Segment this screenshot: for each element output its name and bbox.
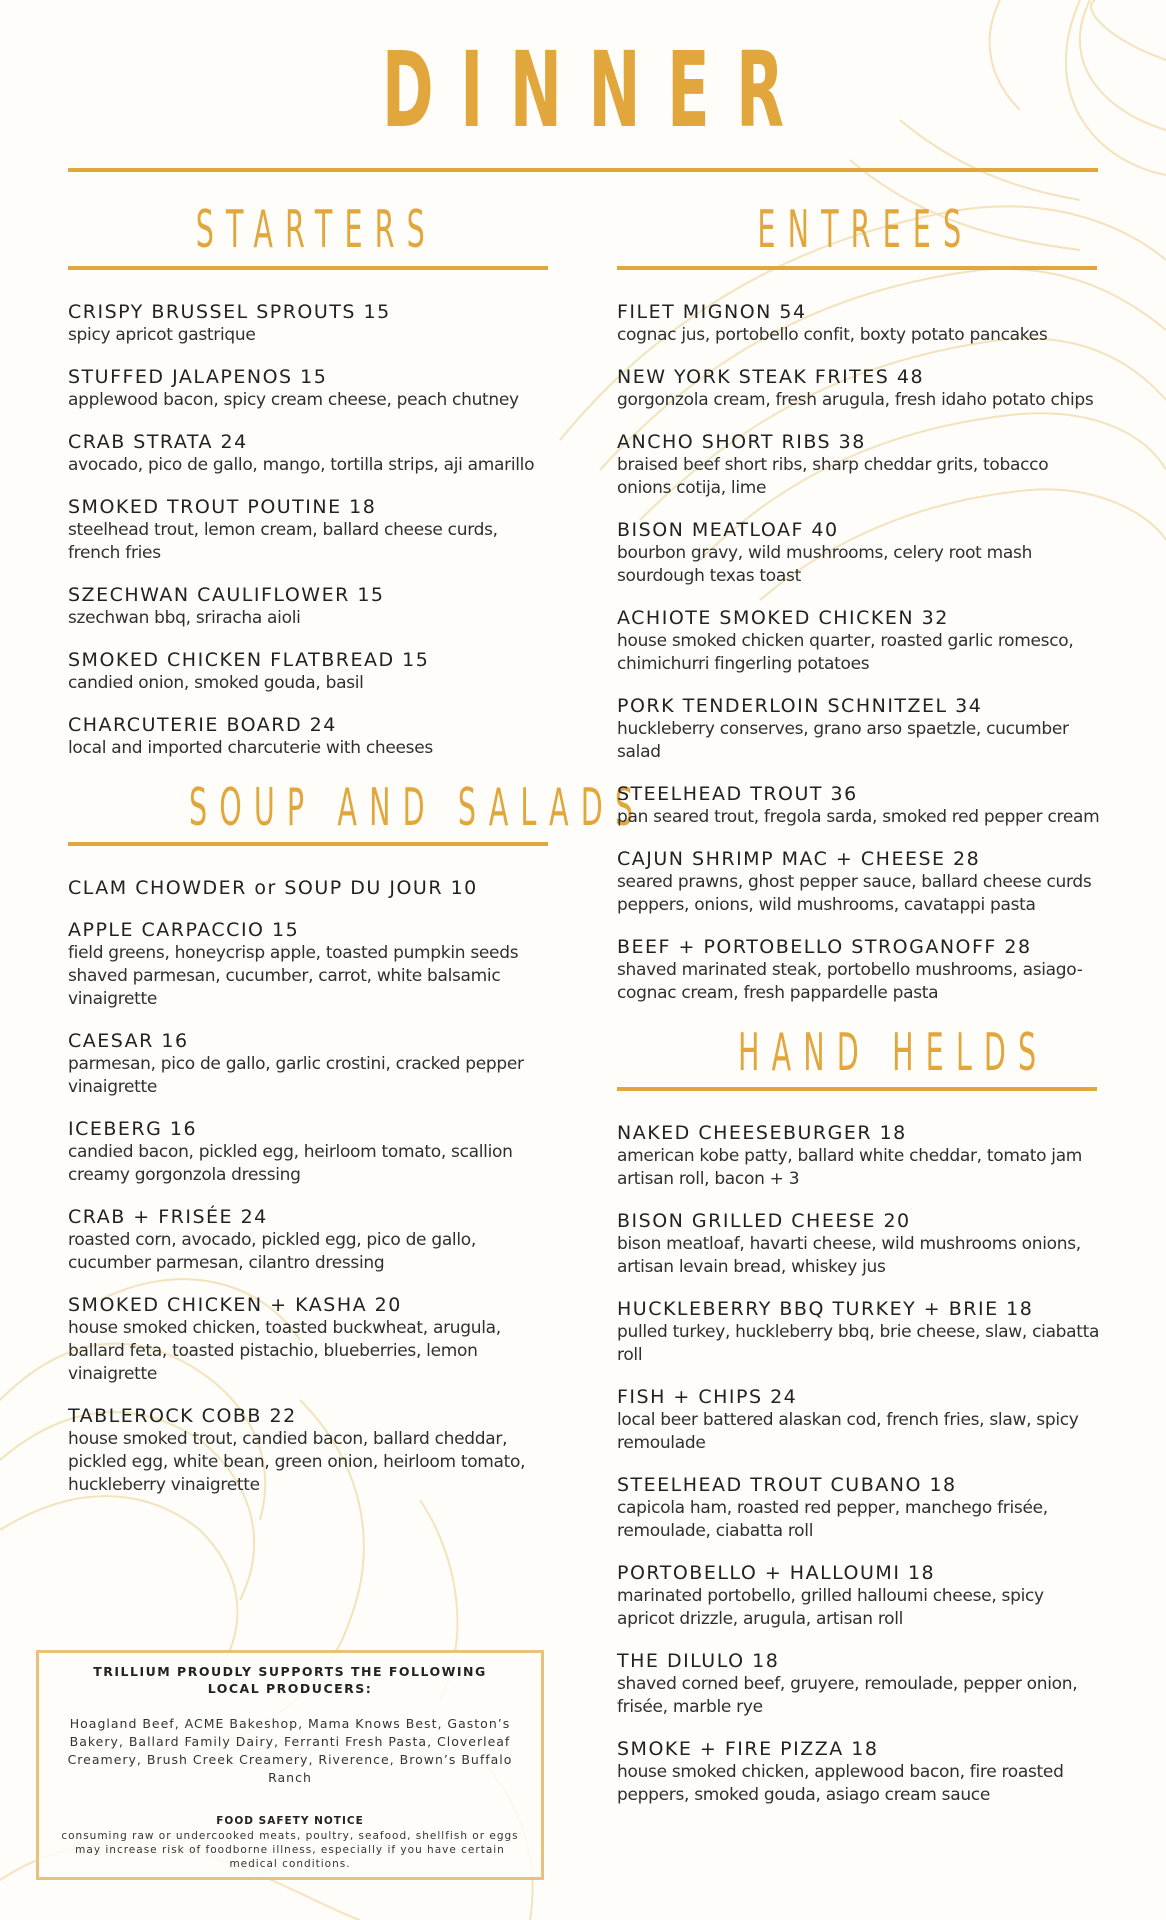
menu-item: [68, 365, 553, 412]
item-description: marinated portobello, grilled halloumi cheese, spicy apricot drizzle, arugula, artisan roll: [617, 1586, 1044, 1629]
menu-item: [68, 495, 553, 565]
starters-heading: STARTERS: [195, 200, 437, 260]
page-title: DINNER: [381, 29, 811, 151]
item-name: TABLEROCK COBB 22: [68, 1405, 297, 1427]
item-description: steelhead trout, lemon cream, ballard cheese curds, french fries: [68, 520, 498, 563]
chowder-item: [68, 876, 553, 900]
item-name: SMOKE + FIRE PIZZA 18: [617, 1738, 879, 1760]
item-description: roasted corn, avocado, pickled egg, pico de gallo, cucumber parmesan, cilantro dressing: [68, 1230, 476, 1273]
title-divider: [68, 168, 1098, 172]
soups-divider: [68, 842, 548, 846]
menu-item: [617, 365, 1102, 412]
menu-item: [68, 713, 553, 760]
item-description: applewood bacon, spicy cream cheese, peach chutney: [68, 390, 519, 410]
menu-item: [68, 430, 553, 477]
item-description: huckleberry conserves, grano arso spaetzle, cucumber salad: [617, 719, 1069, 762]
entrees-list: [617, 300, 1102, 1005]
item-name: FILET MIGNON 54: [617, 301, 807, 323]
handhelds-list: [617, 1121, 1102, 1807]
item-name: BISON GRILLED CHEESE 20: [617, 1210, 911, 1232]
menu-item: [617, 606, 1102, 676]
item-name: ICEBERG 16: [68, 1118, 198, 1140]
item-name: CLAM CHOWDER or SOUP DU JOUR 10: [68, 877, 478, 899]
menu-item: [68, 648, 553, 695]
item-description: house smoked chicken, toasted buckwheat, arugula, ballard feta, toasted pistachio, blueberries, lemon vinaigrette: [68, 1318, 501, 1384]
item-description: shaved marinated steak, portobello mushrooms, asiago-cognac cream, fresh pappardelle pasta: [617, 960, 1083, 1003]
item-description: american kobe patty, ballard white cheddar, tomato jam artisan roll, bacon + 3: [617, 1146, 1083, 1189]
menu-item: [617, 847, 1102, 917]
menu-item: [68, 1205, 553, 1275]
item-name: SZECHWAN CAULIFLOWER 15: [68, 584, 385, 606]
menu-item: [68, 1404, 553, 1497]
food-safety-notice: consuming raw or undercooked meats, poultry, seafood, shellfish or eggs may increase risk of foodborne illness, especially if you have certain medical conditions.: [61, 1830, 519, 1870]
item-name: CAJUN SHRIMP MAC + CHEESE 28: [617, 848, 981, 870]
item-name: ANCHO SHORT RIBS 38: [617, 431, 866, 453]
menu-item: [617, 1473, 1102, 1543]
starters-list: [68, 300, 553, 760]
item-name: NAKED CHEESEBURGER 18: [617, 1122, 907, 1144]
item-description: local and imported charcuterie with cheeses: [68, 738, 433, 758]
item-name: SMOKED CHICKEN + KASHA 20: [68, 1294, 402, 1316]
item-name: STUFFED JALAPENOS 15: [68, 366, 328, 388]
handhelds-divider: [617, 1087, 1097, 1091]
item-description: bourbon gravy, wild mushrooms, celery root mash sourdough texas toast: [617, 543, 1033, 586]
starters-divider: [68, 266, 548, 270]
item-name: STEELHEAD TROUT CUBANO 18: [617, 1474, 957, 1496]
item-description: candied bacon, pickled egg, heirloom tomato, scallion creamy gorgonzola dressing: [68, 1142, 513, 1185]
menu-item: [617, 1209, 1102, 1279]
handhelds-heading: HAND HELDS: [738, 1023, 1049, 1083]
menu-item: [68, 918, 553, 1011]
item-description: field greens, honeycrisp apple, toasted pumpkin seeds shaved parmesan, cucumber, carrot, white balsamic vinaigrette: [68, 943, 519, 1009]
item-name: THE DILULO 18: [617, 1650, 780, 1672]
item-description: house smoked trout, candied bacon, ballard cheddar, pickled egg, white bean, green onion, heirloom tomato, huckleberry vinaigrette: [68, 1429, 526, 1495]
item-name: APPLE CARPACCIO 15: [68, 919, 300, 941]
item-name: CAESAR 16: [68, 1030, 189, 1052]
item-name: FISH + CHIPS 24: [617, 1386, 798, 1408]
menu-item: [617, 518, 1102, 588]
item-description: gorgonzola cream, fresh arugula, fresh idaho potato chips: [617, 390, 1094, 410]
menu-item: [617, 935, 1102, 1005]
menu-item: [68, 583, 553, 630]
menu-item: [617, 1649, 1102, 1719]
item-description: parmesan, pico de gallo, garlic crostini, cracked pepper vinaigrette: [68, 1054, 524, 1097]
item-description: house smoked chicken quarter, roasted garlic romesco, chimichurri fingerling potatoes: [617, 631, 1074, 674]
soups-list: [68, 918, 553, 1497]
item-name: CHARCUTERIE BOARD 24: [68, 714, 337, 736]
entrees-divider: [617, 266, 1097, 270]
item-description: cognac jus, portobello confit, boxty potato pancakes: [617, 325, 1048, 345]
item-description: bison meatloaf, havarti cheese, wild mushrooms onions, artisan levain bread, whiskey jus: [617, 1234, 1081, 1277]
item-name: HUCKLEBERRY BBQ TURKEY + BRIE 18: [617, 1298, 1034, 1320]
item-name: ACHIOTE SMOKED CHICKEN 32: [617, 607, 949, 629]
item-name: BISON MEATLOAF 40: [617, 519, 839, 541]
producers-box: [36, 1650, 544, 1880]
entrees-heading: ENTREES: [757, 200, 974, 260]
producers-list: Hoagland Beef, ACME Bakeshop, Mama Knows Best, Gaston’s Bakery, Ballard Family Dairy, Ferranti Fresh Pasta, Cloverleaf Creamery, Brush Creek Creamery, Riverence, Brown’s Buffalo Ranch: [67, 1716, 513, 1785]
item-name: STEELHEAD TROUT 36: [617, 783, 858, 805]
item-description: szechwan bbq, sriracha aioli: [68, 608, 301, 628]
menu-item: [68, 300, 553, 347]
item-name: SMOKED TROUT POUTINE 18: [68, 496, 377, 518]
menu-item: [68, 1293, 553, 1386]
item-description: seared prawns, ghost pepper sauce, ballard cheese curds peppers, onions, wild mushrooms, cavatappi pasta: [617, 872, 1092, 915]
item-description: spicy apricot gastrique: [68, 325, 256, 345]
item-name: CRAB + FRISÉE 24: [68, 1206, 268, 1228]
item-description: local beer battered alaskan cod, french fries, slaw, spicy remoulade: [617, 1410, 1079, 1453]
item-description: house smoked chicken, applewood bacon, fire roasted peppers, smoked gouda, asiago cream sauce: [617, 1762, 1064, 1805]
menu-item: [617, 1561, 1102, 1631]
menu-item: [617, 694, 1102, 764]
item-description: pulled turkey, huckleberry bbq, brie cheese, slaw, ciabatta roll: [617, 1322, 1100, 1365]
menu-item: [617, 1737, 1102, 1807]
item-name: PORTOBELLO + HALLOUMI 18: [617, 1562, 936, 1584]
item-description: avocado, pico de gallo, mango, tortilla strips, aji amarillo: [68, 455, 535, 475]
item-name: SMOKED CHICKEN FLATBREAD 15: [68, 649, 430, 671]
menu-item: [68, 1029, 553, 1099]
menu-item: [617, 1121, 1102, 1191]
menu-item: [617, 430, 1102, 500]
menu-item: [617, 300, 1102, 347]
item-description: braised beef short ribs, sharp cheddar grits, tobacco onions cotija, lime: [617, 455, 1049, 498]
left-column: [68, 200, 646, 1515]
item-description: capicola ham, roasted red pepper, manchego frisée, remoulade, ciabatta roll: [617, 1498, 1048, 1541]
item-name: PORK TENDERLOIN SCHNITZEL 34: [617, 695, 983, 717]
item-name: CRAB STRATA 24: [68, 431, 248, 453]
food-safety-title: FOOD SAFETY NOTICE: [216, 1815, 364, 1827]
item-name: CRISPY BRUSSEL SPROUTS 15: [68, 301, 391, 323]
item-description: pan seared trout, fregola sarda, smoked red pepper cream: [617, 807, 1100, 827]
right-column: [617, 200, 1102, 1825]
item-name: BEEF + PORTOBELLO STROGANOFF 28: [617, 936, 1032, 958]
menu-item: [617, 782, 1102, 829]
item-name: NEW YORK STEAK FRITES 48: [617, 366, 925, 388]
producers-heading: TRILLIUM PROUDLY SUPPORTS THE FOLLOWING LOCAL PRODUCERS:: [93, 1664, 487, 1696]
menu-item: [68, 1117, 553, 1187]
item-description: candied onion, smoked gouda, basil: [68, 673, 364, 693]
soups-heading: SOUP AND SALADS: [189, 778, 646, 838]
menu-item: [617, 1297, 1102, 1367]
item-description: shaved corned beef, gruyere, remoulade, pepper onion, frisée, marble rye: [617, 1674, 1078, 1717]
menu-item: [617, 1385, 1102, 1455]
